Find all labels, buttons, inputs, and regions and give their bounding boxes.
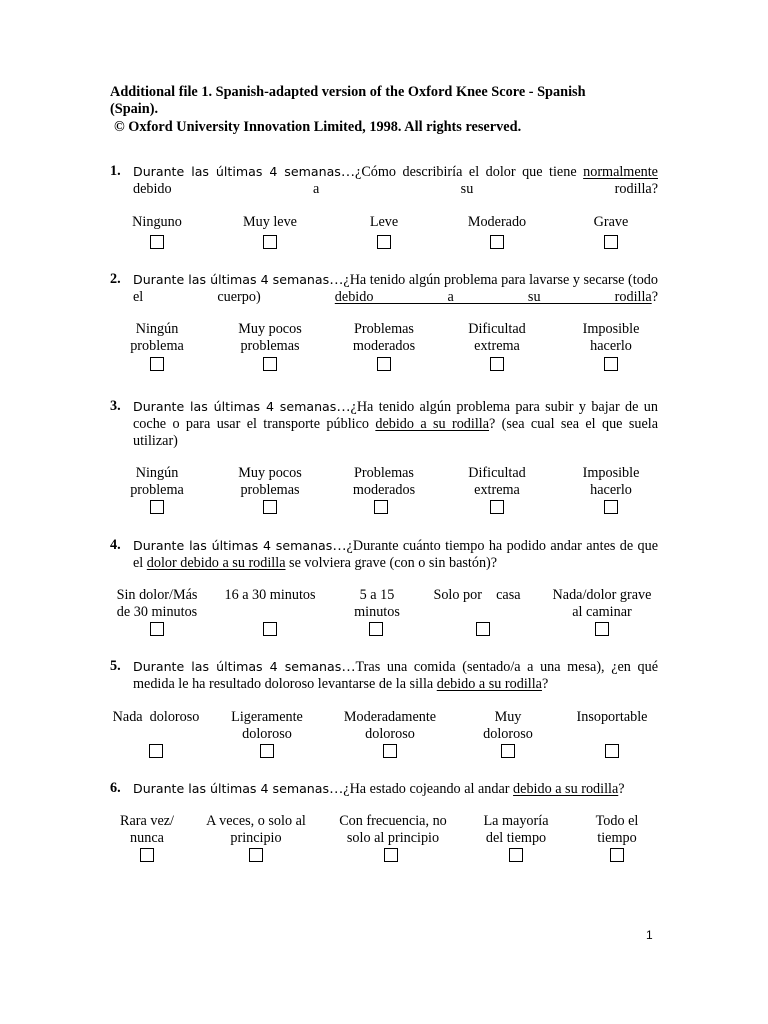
answer-checkbox-q5-o4[interactable] (501, 744, 515, 758)
answer-checkbox-q3-o4[interactable] (490, 500, 504, 514)
answer-checkbox-q3-o5[interactable] (604, 500, 618, 514)
question-body: …¿Cómo describiría el dolor que tiene (340, 164, 584, 180)
option-label-line: A veces, o solo al (206, 813, 306, 829)
answer-checkbox-q2-o4[interactable] (490, 357, 504, 371)
question-5 (110, 658, 658, 693)
option-label-line: Muy pocos (238, 321, 302, 337)
question-3 (110, 398, 658, 451)
question-number: 5. (110, 658, 121, 674)
answer-checkbox-q3-o2[interactable] (263, 500, 277, 514)
option-label-line: Moderado (467, 214, 527, 230)
question-body: …¿Ha tenido algún problema para lavarse y secarse (todo el cuerpo) (133, 272, 658, 306)
header-title: Additional file 1. Spanish-adapted version of the Oxford Knee Score - Spanish (110, 84, 586, 100)
option-label-line: problema (130, 482, 184, 499)
question-lead: Durante las últimas 4 semanas (133, 781, 330, 796)
question-number: 6. (110, 780, 121, 796)
answer-checkbox-q6-o5[interactable] (610, 848, 624, 862)
question-6 (110, 780, 658, 798)
answer-checkbox-q2-o2[interactable] (263, 357, 277, 371)
option-label-line: doloroso (365, 726, 415, 743)
option-label-line: hacerlo (590, 338, 632, 355)
option-label-line: hacerlo (590, 482, 632, 499)
option-label-line: solo al principio (346, 830, 440, 847)
answer-checkbox-q1-o5[interactable] (604, 235, 618, 249)
option-label-line: Ningún (135, 321, 179, 337)
option-label-line: Con frecuencia, no (339, 813, 447, 829)
option-label-line: moderados (352, 482, 416, 499)
option-label (532, 709, 692, 726)
question-2 (110, 271, 658, 306)
question-1 (110, 163, 658, 198)
answer-checkbox-q6-o3[interactable] (384, 848, 398, 862)
option-label (531, 321, 691, 355)
option-label-line: 16 a 30 minutos (224, 587, 316, 603)
option-label-line: Muy pocos (238, 465, 302, 481)
question-text (133, 163, 658, 198)
question-lead: Durante las últimas 4 semanas (133, 272, 330, 287)
answer-checkbox-q1-o3[interactable] (377, 235, 391, 249)
question-body: …¿Ha tenido algún problema para subir y bajar de un coche o para usar el transporte público (133, 399, 658, 433)
question-lead: Durante las últimas 4 semanas (133, 399, 337, 414)
option-label-line: Sin dolor/Más (116, 587, 198, 603)
option-label-line: Ninguno (132, 214, 182, 230)
question-lead: Durante las últimas 4 semanas (133, 164, 341, 179)
answer-checkbox-q6-o2[interactable] (249, 848, 263, 862)
option-label-line: tiempo (597, 830, 637, 847)
answer-checkbox-q5-o5[interactable] (605, 744, 619, 758)
page-number: 1 (646, 928, 653, 942)
option-label-line: Nada/dolor grave (552, 587, 652, 603)
option-label-line: Rara vez/ (120, 813, 174, 829)
question-body-end: se volviera grave (con o sin bastón)? (285, 555, 498, 572)
question-body-end: debido a su rodilla? (133, 181, 658, 198)
question-body-end: ? (541, 676, 549, 693)
option-label (531, 465, 691, 499)
answer-checkbox-q2-o1[interactable] (150, 357, 164, 371)
question-text (133, 780, 658, 798)
option-label-line: de 30 minutos (116, 604, 198, 621)
option-label (531, 214, 691, 231)
question-number: 4. (110, 537, 121, 553)
answer-checkbox-q1-o2[interactable] (263, 235, 277, 249)
option-label-line: Imposible (582, 321, 640, 337)
option-label-line: nunca (130, 830, 164, 847)
option-label-line: al caminar (572, 604, 632, 621)
question-body: …¿Durante cuánto tiempo ha podido andar antes de que el (133, 538, 658, 572)
answer-checkbox-q2-o3[interactable] (377, 357, 391, 371)
question-text (133, 271, 658, 306)
header-copyright: © Oxford University Innovation Limited, 1998. All rights reserved. (114, 118, 522, 135)
question-body-end: ? (sea cual sea el que suela utilizar) (133, 416, 658, 450)
answer-checkbox-q3-o1[interactable] (150, 500, 164, 514)
question-lead: Durante las últimas 4 semanas (133, 659, 342, 674)
answer-checkbox-q4-o4[interactable] (476, 622, 490, 636)
question-emphasis: debido a su rodilla (513, 781, 619, 797)
question-emphasis: dolor debido a su rodilla (146, 555, 286, 572)
option-label-line: principio (230, 830, 282, 847)
question-body: …¿Ha estado cojeando al andar (329, 781, 514, 797)
option-label-line: Leve (369, 214, 399, 230)
question-emphasis: debido a su rodilla (436, 676, 542, 693)
question-text (133, 398, 658, 451)
option-label-line: Insoportable (576, 709, 648, 725)
option-label-line: Problemas (354, 321, 414, 337)
option-label-line: Imposible (582, 465, 640, 481)
option-label-line: Solo por casa (433, 587, 521, 603)
option-label-line: problemas (240, 482, 300, 499)
answer-checkbox-q6-o4[interactable] (509, 848, 523, 862)
option-label-line: Dificultad (468, 321, 526, 337)
option-label-line: Nada doloroso (112, 709, 200, 725)
question-emphasis: debido a su rodilla (375, 416, 490, 433)
option-label-line: Ligeramente (231, 709, 303, 725)
answer-checkbox-q4-o5[interactable] (595, 622, 609, 636)
option-label (537, 813, 697, 847)
option-label-line: extrema (474, 338, 520, 355)
option-label-line: 5 a 15 (359, 587, 395, 603)
option-label-line: del tiempo (485, 830, 547, 847)
question-text (133, 537, 658, 572)
question-emphasis: normalmente (583, 164, 658, 180)
header-title-cont: (Spain). (110, 101, 159, 118)
answer-checkbox-q4-o1[interactable] (150, 622, 164, 636)
option-label-line: doloroso (483, 726, 533, 743)
question-number: 2. (110, 271, 121, 287)
document-header (110, 84, 670, 136)
option-label-line: Grave (593, 214, 629, 230)
question-body: …Tras una comida (sentado/a a una mesa), ¿en qué medida le ha resultado doloroso levantarse de la silla (133, 659, 658, 693)
option-label-line: Moderadamente (343, 709, 437, 725)
option-label-line: Muy (494, 709, 522, 725)
option-label-line: Todo el (595, 813, 639, 829)
answer-checkbox-q2-o5[interactable] (604, 357, 618, 371)
question-number: 1. (110, 163, 121, 179)
question-4 (110, 537, 658, 572)
question-body-end: ? (618, 781, 625, 797)
option-label-line: minutos (354, 604, 400, 621)
question-lead: Durante las últimas 4 semanas (133, 538, 333, 553)
option-label-line: problema (130, 338, 184, 355)
option-label-line: Problemas (354, 465, 414, 481)
answer-checkbox-q4-o2[interactable] (263, 622, 277, 636)
question-emphasis: debido a su rodilla (334, 289, 652, 306)
option-label-line: La mayoría (483, 813, 549, 829)
option-label (176, 813, 336, 847)
answer-checkbox-q6-o1[interactable] (140, 848, 154, 862)
question-text (133, 658, 658, 693)
option-label-line: doloroso (242, 726, 292, 743)
option-label-line: problemas (240, 338, 300, 355)
answer-checkbox-q1-o1[interactable] (150, 235, 164, 249)
answer-checkbox-q5-o3[interactable] (383, 744, 397, 758)
option-label-line: Muy leve (243, 214, 297, 230)
option-label-line: moderados (352, 338, 416, 355)
answer-checkbox-q4-o3[interactable] (369, 622, 383, 636)
question-number: 3. (110, 398, 121, 414)
answer-checkbox-q1-o4[interactable] (490, 235, 504, 249)
option-label-line: extrema (474, 482, 520, 499)
option-label-line: Ningún (135, 465, 179, 481)
option-label-line: Dificultad (468, 465, 526, 481)
answer-checkbox-q3-o3[interactable] (374, 500, 388, 514)
answer-checkbox-q5-o1[interactable] (149, 744, 163, 758)
question-body-end: ? (651, 289, 658, 306)
option-label (522, 587, 682, 621)
answer-checkbox-q5-o2[interactable] (260, 744, 274, 758)
